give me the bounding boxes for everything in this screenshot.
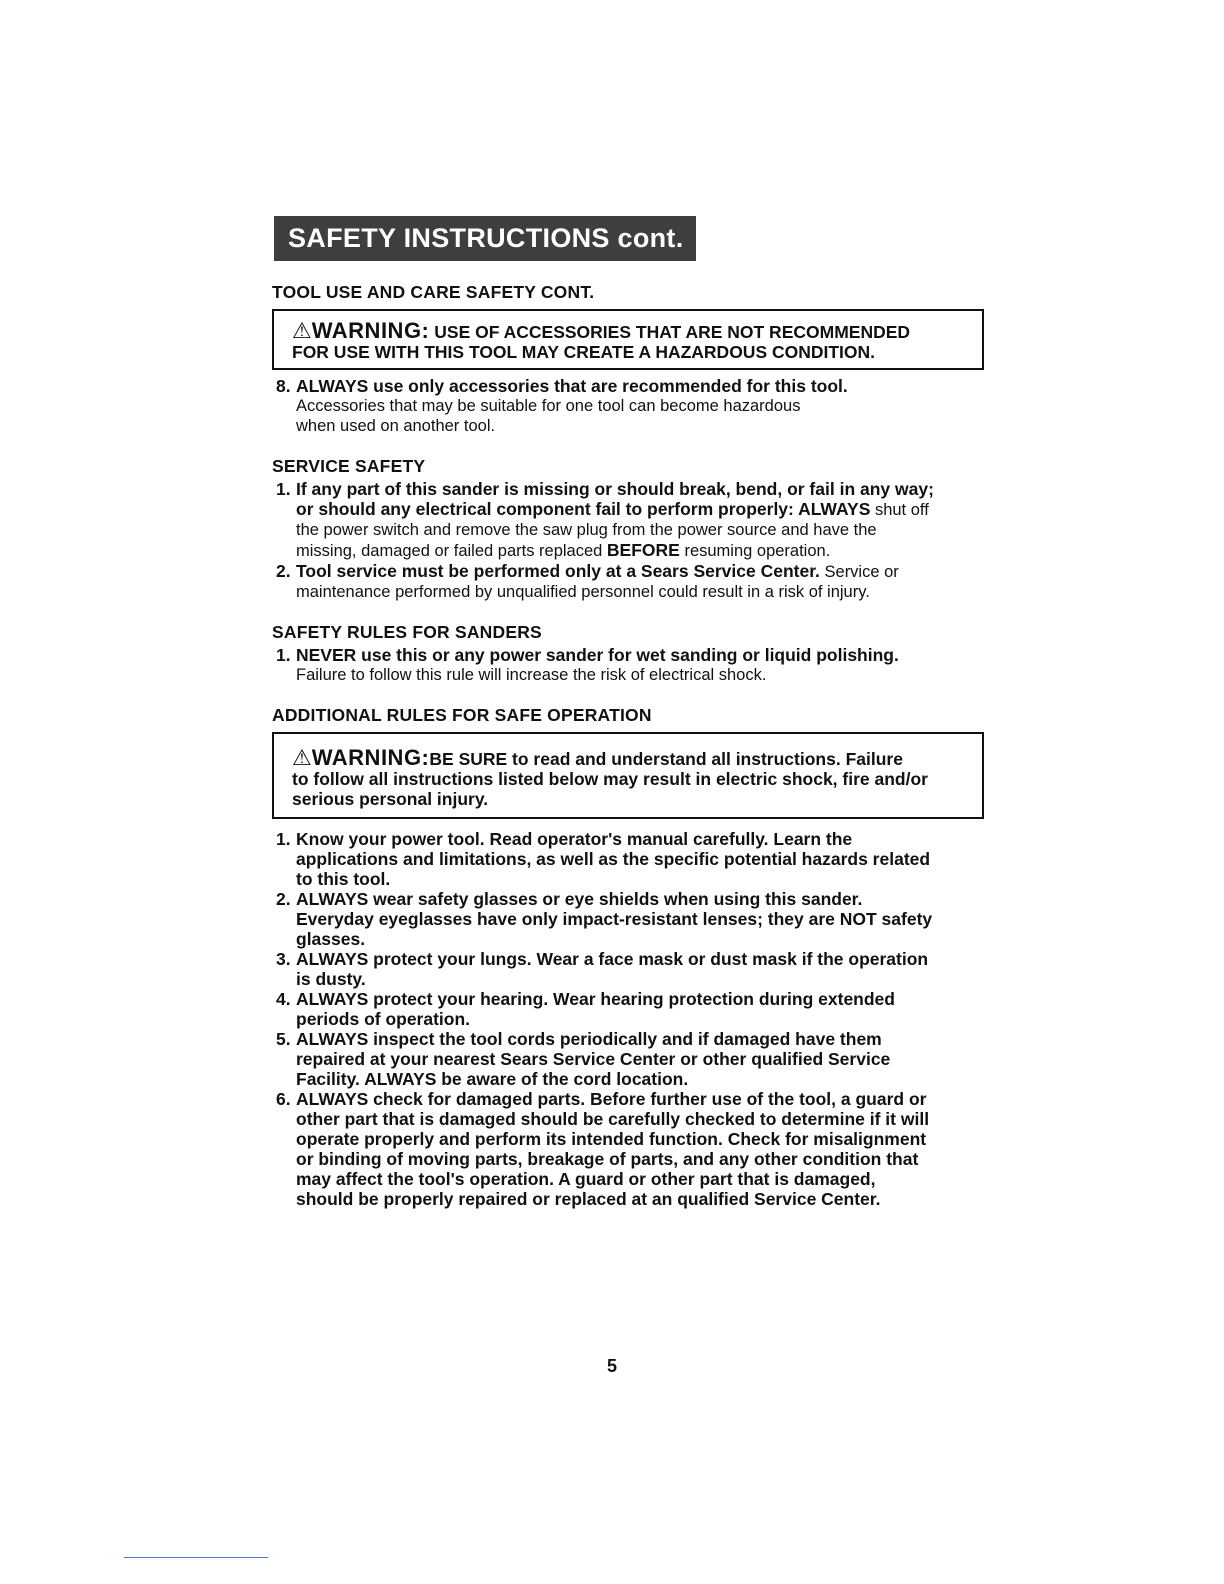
item-number: 4. bbox=[276, 989, 291, 1009]
tool-use-heading: TOOL USE AND CARE SAFETY CONT. bbox=[272, 282, 595, 302]
item-line: other part that is damaged should be carefully checked to determine if it will bbox=[296, 1109, 930, 1129]
list-item bbox=[272, 1089, 984, 1209]
item-number: 8. bbox=[276, 376, 291, 396]
page-number: 5 bbox=[606, 1356, 617, 1376]
item-number: 2. bbox=[276, 561, 291, 581]
list-item bbox=[272, 479, 984, 561]
list-item bbox=[272, 989, 984, 1029]
item-line: applications and limitations, as well as the specific potential hazards related bbox=[296, 849, 931, 869]
item-line: Everyday eyeglasses have only impact-resistant lenses; they are NOT safety bbox=[296, 909, 933, 929]
item-line: Know your power tool. Read operator's manual carefully. Learn the bbox=[296, 829, 853, 849]
item-line: periods of operation. bbox=[296, 1009, 471, 1029]
item-number: 1. bbox=[276, 479, 291, 499]
additional-rules-list bbox=[272, 829, 984, 1209]
sanders-heading: SAFETY RULES FOR SANDERS bbox=[272, 622, 542, 642]
item-text: Service or bbox=[819, 563, 899, 581]
footer-rule bbox=[124, 1557, 268, 1558]
item-line: or binding of moving parts, breakage of parts, and any other condition that bbox=[296, 1149, 919, 1169]
item-text: missing, damaged or failed parts replaced bbox=[296, 542, 607, 560]
list-item bbox=[272, 645, 984, 685]
item-line: ALWAYS protect your hearing. Wear hearing protection during extended bbox=[296, 989, 895, 1009]
item-line: Facility. ALWAYS be aware of the cord location. bbox=[296, 1069, 689, 1089]
page-content bbox=[272, 216, 984, 1209]
item-number: 6. bbox=[276, 1089, 291, 1109]
warning-text-2: to follow all instructions listed below may result in electric shock, fire and/or bbox=[292, 769, 928, 789]
warning-triangle-icon: ⚠ bbox=[292, 318, 312, 343]
warning-box-instructions bbox=[272, 732, 984, 819]
item-line: ALWAYS inspect the tool cords periodically and if damaged have them bbox=[296, 1029, 882, 1049]
item-line: ALWAYS wear safety glasses or eye shields when using this sander. bbox=[296, 889, 863, 909]
warning-box-accessories bbox=[272, 309, 984, 370]
list-item bbox=[272, 376, 984, 436]
item-number: 1. bbox=[276, 645, 291, 665]
item-line: should be properly repaired or replaced at an qualified Service Center. bbox=[296, 1189, 881, 1209]
warning-line-1 bbox=[292, 318, 966, 343]
list-item bbox=[272, 829, 984, 889]
item-line: to this tool. bbox=[296, 869, 391, 889]
item-number: 5. bbox=[276, 1029, 291, 1049]
item-bold-text: If any part of this sander is missing or should break, bend, or fail in any way; bbox=[296, 479, 934, 499]
item-text: when used on another tool. bbox=[296, 417, 496, 435]
item-line: ALWAYS check for damaged parts. Before further use of the tool, a guard or bbox=[296, 1089, 927, 1109]
list-item bbox=[272, 1029, 984, 1089]
item-text: shut off bbox=[870, 501, 929, 519]
warning-text-1: USE OF ACCESSORIES THAT ARE NOT RECOMMENDED bbox=[434, 322, 911, 342]
list-item bbox=[272, 889, 984, 949]
item-bold-text: ALWAYS use only accessories that are recommended for this tool. bbox=[296, 376, 848, 396]
item-line: may affect the tool's operation. A guard or other part that is damaged, bbox=[296, 1169, 876, 1189]
item-bold-text: NEVER use this or any power sander for wet sanding or liquid polishing. bbox=[296, 645, 899, 665]
warning-line-1 bbox=[292, 745, 966, 770]
warning-text-3: serious personal injury. bbox=[292, 789, 489, 809]
item-bold-text: BEFORE bbox=[606, 540, 680, 560]
item-bold-text: Tool service must be performed only at a Sears Service Center. bbox=[296, 561, 820, 581]
list-item bbox=[272, 561, 984, 602]
service-safety-heading: SERVICE SAFETY bbox=[272, 456, 426, 476]
item-line: glasses. bbox=[296, 929, 366, 949]
section-banner: SAFETY INSTRUCTIONS cont. bbox=[274, 216, 696, 261]
warning-triangle-icon: ⚠ bbox=[292, 745, 312, 770]
item-line: is dusty. bbox=[296, 969, 366, 989]
item-line: repaired at your nearest Sears Service Center or other qualified Service bbox=[296, 1049, 891, 1069]
item-text: the power switch and remove the saw plug from the power source and have the bbox=[296, 521, 877, 539]
item-number: 3. bbox=[276, 949, 291, 969]
item-text: Accessories that may be suitable for one tool can become hazardous bbox=[296, 397, 801, 415]
item-number: 2. bbox=[276, 889, 291, 909]
item-text: Failure to follow this rule will increase the risk of electrical shock. bbox=[296, 666, 767, 684]
warning-title: WARNING: bbox=[311, 318, 430, 343]
item-number: 1. bbox=[276, 829, 291, 849]
item-text: resuming operation. bbox=[679, 542, 831, 560]
warning-text-2: FOR USE WITH THIS TOOL MAY CREATE A HAZARDOUS CONDITION. bbox=[292, 342, 876, 362]
item-line: operate properly and perform its intended function. Check for misalignment bbox=[296, 1129, 927, 1149]
list-item bbox=[272, 949, 984, 989]
warning-title: WARNING: bbox=[311, 745, 430, 770]
additional-rules-heading: ADDITIONAL RULES FOR SAFE OPERATION bbox=[272, 705, 652, 725]
item-bold-text: or should any electrical component fail to perform properly: ALWAYS bbox=[296, 499, 871, 519]
warning-text-1: BE SURE to read and understand all instructions. Failure bbox=[429, 749, 903, 769]
item-text: maintenance performed by unqualified personnel could result in a risk of injury. bbox=[296, 583, 870, 601]
item-line: ALWAYS protect your lungs. Wear a face mask or dust mask if the operation bbox=[296, 949, 929, 969]
